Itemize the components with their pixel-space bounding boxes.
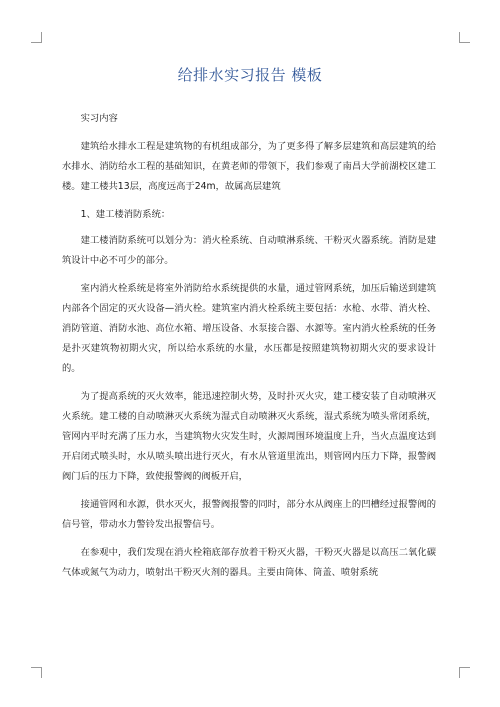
section-heading: 实习内容: [80, 113, 118, 124]
crop-mark-bottom-left: [31, 667, 42, 678]
paragraph: 在参观中，我们发现在消火栓箱底部存放着干粉灭火器，干粉灭火器是以高压二氧化碳气体或氮气为动力，喷射出干粉灭火剂的器具。主要由筒体、筒盖、喷射系统: [62, 547, 436, 578]
paragraph: 接通管网和水源，供水灭火，报警阀报警的同时，部分水从阀座上的凹槽经过报警阀的信号管，带动水力警铃发出报警信号。: [62, 499, 436, 530]
crop-mark-top-left: [31, 32, 42, 43]
paragraph: 建筑给水排水工程是建筑物的有机组成部分，为了更多得了解多层建筑和高层建筑的给水排水、消防给水工程的基础知识，在黄老师的带领下，我们参观了南昌大学前湖校区建工楼。建工楼共13层，高度远高于24m，故属高层建筑: [62, 141, 436, 192]
paragraph: 室内消火栓系统是将室外消防给水系统提供的水量，通过管网系统，加压后输送到建筑内部各个固定的灭火设备—消火栓。建筑室内消火栓系统主要包括：水枪、水带、消火栓、消防管道、消防水池、高位水箱、增压设备、水泵接合器、水源等。室内消火栓系统的任务是扑灭建筑物初期火灾，所以给水系统的水量，水压都是按照建筑物初期火灾的要求设计的。: [62, 283, 436, 374]
document-title: 给排水实习报告 模板: [177, 66, 323, 84]
paragraph: 建工楼消防系统可以划分为：消火栓系统、自动喷淋系统、干粉灭火器系统。消防是建筑设计中必不可少的部分。: [62, 235, 436, 266]
paragraph: 为了提高系统的灭火效率，能迅速控制火势，及时扑灭火灾，建工楼安装了自动喷淋灭火系统。建工楼的自动喷淋灭火系统为湿式自动喷淋灭火系统，湿式系统为喷头常闭系统，管网内平时充满了压力水，当建筑物火灾发生时，火源周围环境温度上升，当火点温度达到开启闭式喷头时，水从喷头喷出进行灭火，有水从管道里流出，则管网内压力下降，报警阀阀门后的压力下降，致使报警阀的阀板开启，: [62, 391, 436, 482]
subsection-heading: 1、建工楼消防系统：: [80, 209, 171, 220]
document-body: [62, 109, 436, 591]
crop-mark-top-right: [459, 32, 470, 43]
crop-mark-bottom-right: [459, 667, 470, 678]
